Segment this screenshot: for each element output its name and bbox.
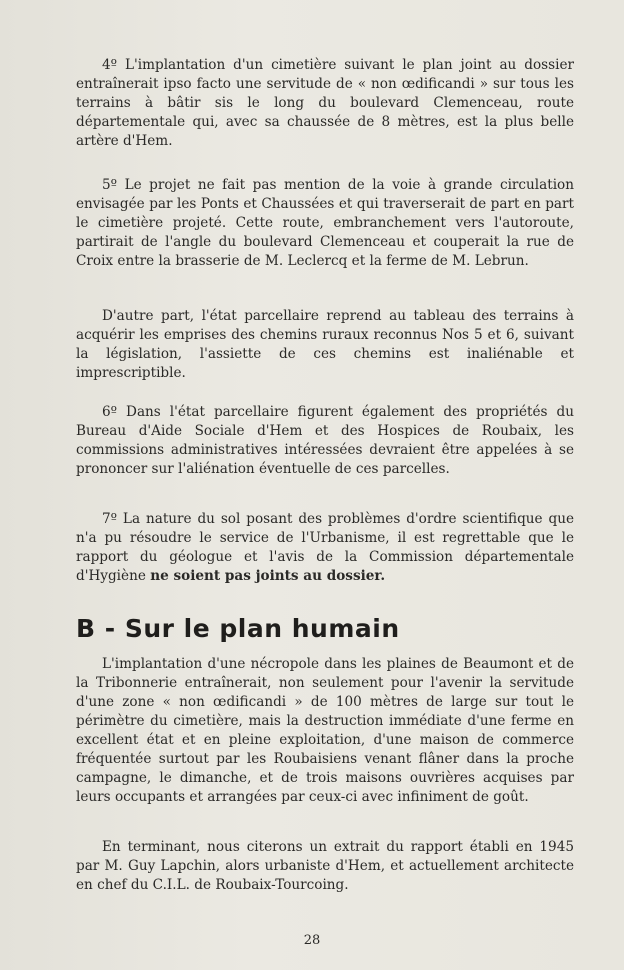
- paragraph-chemins-ruraux: D'autre part, l'état parcellaire reprend au tableau des terrains à acquérir les emprises des chemins ruraux reconnus Nos 5 et 6, suivant la législation, l'assiette de ces chemins est inaliénable et imprescriptible.: [76, 308, 574, 381]
- paragraph-point-7-bold-text: ne soient pas joints au dossier.: [150, 568, 386, 584]
- paragraph-point-5: 5º Le projet ne fait pas mention de la voie à grande circulation envisagée par les Ponts et Chaussées et qui traverserait de part en part le cimetière projeté. Cette route, embranchement vers l'autoroute, partirait de l'angle du boulevard Clemenceau et couperait la rue de Croix entre la brasserie de M. Leclercq et la ferme de M. Lebrun.: [76, 177, 574, 269]
- paragraph-conclusion: En terminant, nous citerons un extrait du rapport établi en 1945 par M. Guy Lapchin, alors urbaniste d'Hem, et actuellement architecte en chef du C.I.L. de Roubaix-Tourcoing.: [76, 839, 574, 893]
- paragraph-necropole: L'implantation d'une nécropole dans les plaines de Beaumont et de la Tribonnerie entraînerait, non seulement pour l'avenir la servitude d'une zone « non œdificandi » de 100 mètres de large sur tout le périmètre du cimetière, mais la destruction immédiate d'une ferme en excellent état et en pleine exploitation, d'une maison de commerce fréquentée surtout par les Roubaisiens venant flâner dans la proche campagne, le dimanche, et de trois maisons ouvrières acquises par leurs occupants et arrangées par ceux-ci avec infiniment de goût.: [76, 656, 574, 805]
- section-heading: B - Sur le plan humain: [76, 614, 400, 643]
- paragraph-point-7-text: 7º La nature du sol posant des problèmes d'ordre scientifique que n'a pu résoudre le service de l'Urbanisme, il est regrettable que le rapport du géologue et l'avis de la Commission départementale d'Hygiène: [76, 511, 574, 584]
- paragraph-point-6: 6º Dans l'état parcellaire figurent également des propriétés du Bureau d'Aide Sociale d'Hem et des Hospices de Roubaix, les commissions administratives intéressées devraient être appelées à se prononcer sur l'aliénation éventuelle de ces parcelles.: [76, 404, 574, 477]
- page-number: 28: [303, 933, 321, 948]
- paragraph-point-7: [76, 510, 574, 586]
- paragraph-point-4: 4º L'implantation d'un cimetière suivant le plan joint au dossier entraînerait ipso facto une servitude de « non œdificandi » sur tous les terrains à bâtir sis le long du boulevard Clemenceau, route départementale qui, avec sa chaussée de 8 mètres, est la plus belle artère d'Hem.: [76, 57, 574, 149]
